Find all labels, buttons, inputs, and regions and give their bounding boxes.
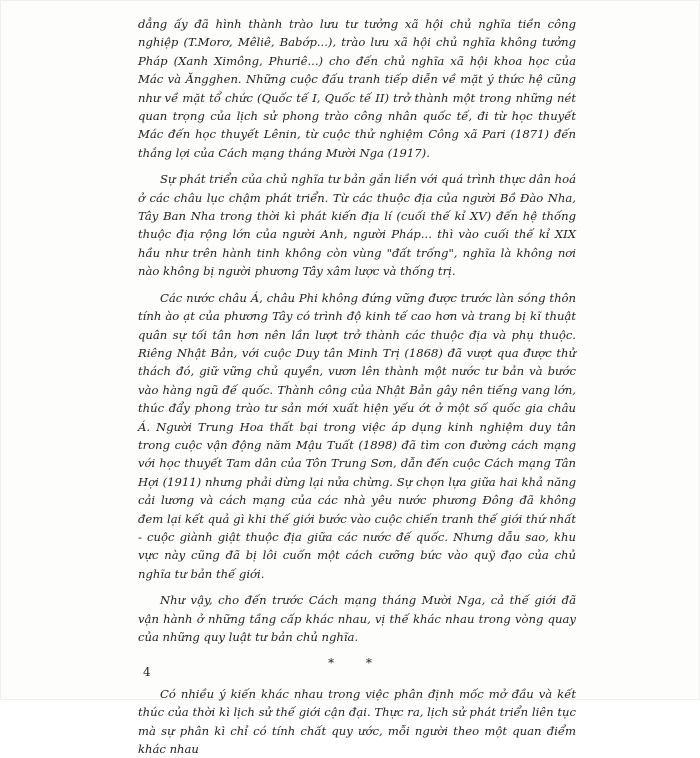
body-text — [138, 15, 576, 758]
paragraph-asia-africa: Các nước châu Á, châu Phi không đứng vững được trước làn sóng thôn tính ào ạt của phương Tây có trình độ kinh tế cao hơn và trang bị kĩ thuật quân sự tối tân hơn nên lần lượt trở thành các thuộc địa và phụ thuộc. Riêng Nhật Bản, với cuộc Duy tân Minh Trị (1868) đã vượt qua được thử thách đó, giữ vững chủ quyền, vươn lên thành một nước tư bản và bước vào hàng ngũ đế quốc. Thành công của Nhật Bản gây nên tiếng vang lớn, thúc đẩy phong trào tư sản mới xuất hiện yếu ớt ở một số quốc gia châu Á. Người Trung Hoa thất bại trong việc áp dụng kinh nghiệm duy tân trong cuộc vận động năm Mậu Tuất (1898) đã tìm con đường cách mạng với học thuyết Tam dân của Tôn Trung Sơn, dẫn đến cuộc Cách mạng Tân Hợi (1911) nhưng phải dừng lại nửa chừng. Sự chọn lựa giữa hai khả năng cải lương và cách mạng của các nhà yêu nước phương Đông đã không đem lại kết quả gì khi thế giới bước vào cuộc chiến tranh thế giới thứ nhất - cuộc giành giật thuộc địa giữa các nước đế quốc. Nhưng dẫu sao, khu vực này cũng đã bị lôi cuốn một cách cưỡng bức vào quỹ đạo của chủ nghĩa tư bản thế giới. — [138, 290, 576, 581]
paragraph-conclusion: Như vậy, cho đến trước Cách mạng tháng Mười Nga, cả thế giới đã vận hành ở những tầng cấp khác nhau, vị thế khác nhau trong vòng quay của những quy luật tư bản chủ nghĩa. — [138, 593, 576, 644]
page-number: 4 — [143, 665, 151, 679]
section-separator: * * — [328, 656, 386, 671]
paragraph-colonial-ideology: dẳng ấy đã hình thành trào lưu tư tưởng xã hội chủ nghĩa tiền công nghiệp (T.Morơ, Mêliê, Babớp...), trào lưu xã hội chủ nghĩa không tưởng Pháp (Xanh Ximông, Phuriê...) cho đến chủ nghĩa xã hội khoa học của Mác và Ăngghen. Những cuộc đấu tranh tiếp diễn về mặt ý thức hệ cũng như về mặt tổ chức (Quốc tế I, Quốc tế II) trở thành một trong những nét quan trọng của lịch sử phong trào công nhân quốc tế, đi từ học thuyết Mác đến học thuyết Lênin, từ cuộc thử nghiệm Công xã Pari (1871) đến thắng lợi của Cách mạng tháng Mười Nga (1917). — [138, 17, 576, 160]
paragraph-periodization: Có nhiều ý kiến khác nhau trong việc phân định mốc mở đầu và kết thúc của thời kì lịch sử thế giới cận đại. Thực ra, lịch sử phát triển liên tục mà sự phân kì chỉ có tính chất quy ước, mỗi người theo một quan điểm khác nhau — [138, 686, 576, 757]
paragraph-capitalism-colonization: Sự phát triển của chủ nghĩa tư bản gắn liền với quá trình thực dân hoá ở các châu lục chậm phát triển. Từ các thuộc địa của người Bồ Đào Nha, Tây Ban Nha trong thời kì phát kiến địa lí (cuối thế kỉ XV) đến hệ thống thuộc địa rộng lớn của người Anh, người Pháp... thì vào cuối thế kỉ XIX hầu như trên hành tinh không còn vùng "đất trống", nghĩa là không nơi nào không bị người phương Tây xâm lược và thống trị. — [138, 172, 576, 279]
